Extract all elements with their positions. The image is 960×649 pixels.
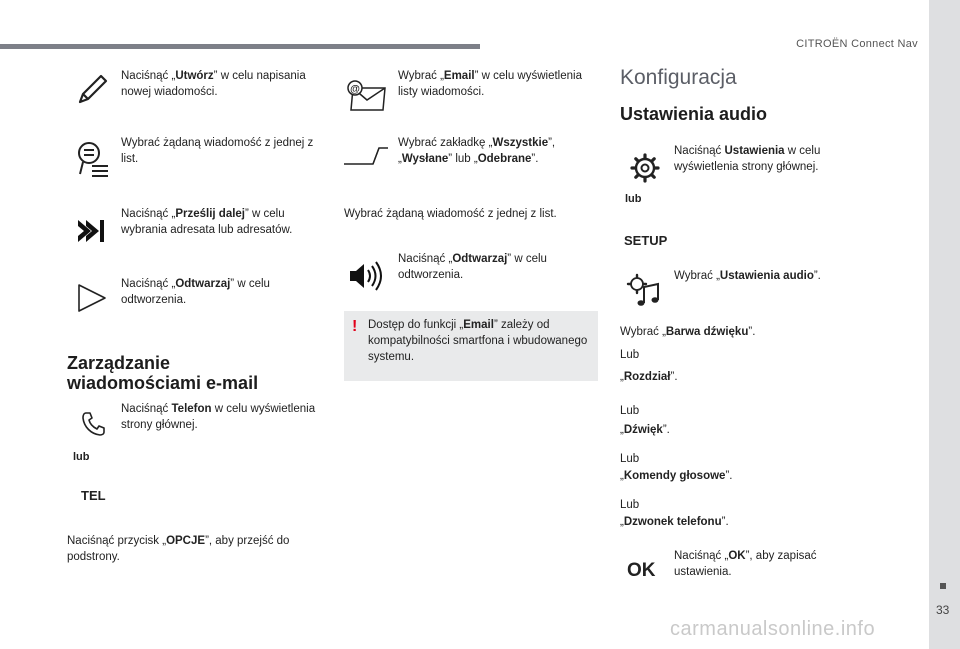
step-play-message: Naciśnąć „Odtwarzaj” w celu odtworzenia.: [398, 253, 547, 281]
or-label-3: Lub: [620, 453, 640, 465]
or-label-2: Lub: [620, 405, 640, 417]
option-distribution: „Rozdział”.: [620, 371, 678, 383]
step-audio-settings: Wybrać „Ustawienia audio”.: [674, 270, 821, 282]
step-options: Naciśnąć przycisk „OPCJE”, aby przejść do podstrony.: [67, 535, 290, 563]
page-title: Konfiguracja: [620, 66, 737, 89]
select-message-text: Wybrać żądaną wiadomość z jednej z list.: [344, 208, 557, 220]
play-icon: [77, 283, 107, 313]
or-label: lub: [73, 451, 90, 463]
option-tone: Wybrać „Barwa dźwięku”.: [620, 326, 756, 338]
email-section-title: Zarządzanie wiadomościami e-mail: [67, 353, 259, 393]
warning-icon: !: [352, 318, 358, 335]
page-sidebar: [929, 0, 960, 649]
message-list-icon: [74, 140, 112, 178]
option-ringtone: „Dzwonek telefonu”.: [620, 516, 729, 528]
warning-text: Dostęp do funkcji „Email” zależy od kompatybilności smartfona i wbudowanego systemu.: [368, 319, 588, 363]
option-sound: „Dźwięk”.: [620, 424, 670, 436]
or-label-4: Lub: [620, 499, 640, 511]
gear-icon: [630, 153, 660, 183]
forward-icon: [75, 216, 105, 246]
step-tabs: Wybrać zakładkę „Wszystkie”, „Wysłane” lub „Odebrane”.: [398, 137, 556, 165]
tab-icon: [343, 146, 389, 166]
speaker-icon: [348, 260, 384, 292]
phone-icon: [80, 410, 108, 438]
header-rule: [0, 44, 480, 49]
step-settings: Naciśnąć Ustawienia w celu wyświetlenia strony głównej.: [674, 145, 821, 173]
audio-settings-title: Ustawienia audio: [620, 104, 768, 124]
or-label-1: Lub: [620, 349, 640, 361]
email-icon: [345, 78, 389, 112]
setup-label: SETUP: [624, 233, 668, 248]
pencil-icon: [75, 72, 109, 106]
watermark: carmanualsonline.info: [670, 618, 876, 640]
step-ok: Naciśnąć „OK”, aby zapisać ustawienia.: [674, 550, 817, 578]
ok-label: OK: [627, 560, 656, 581]
option-voice-commands: „Komendy głosowe”.: [620, 470, 733, 482]
audio-settings-icon: [626, 273, 662, 309]
svg-text:@: @: [350, 84, 360, 95]
page-marker: [940, 583, 946, 589]
step-email: Wybrać „Email” w celu wyświetlenia listy wiadomości.: [398, 70, 582, 98]
step-play: Naciśnąć „Odtwarzaj” w celu odtworzenia.: [121, 278, 270, 306]
step-forward: Naciśnąć „Prześlij dalej” w celu wybrania adresata lub adresatów.: [121, 208, 293, 236]
page-number: 33: [936, 603, 950, 617]
brand-header: CITROËN Connect Nav: [796, 38, 918, 50]
step-select-message: Wybrać żądaną wiadomość z jednej z list.: [121, 137, 314, 165]
step-phone: Naciśnąć Telefon w celu wyświetlenia strony głównej.: [121, 403, 316, 431]
tel-label: TEL: [81, 488, 106, 503]
step-create: Naciśnąć „Utwórz” w celu napisania nowej wiadomości.: [121, 70, 306, 98]
or-label-settings: lub: [625, 193, 642, 205]
